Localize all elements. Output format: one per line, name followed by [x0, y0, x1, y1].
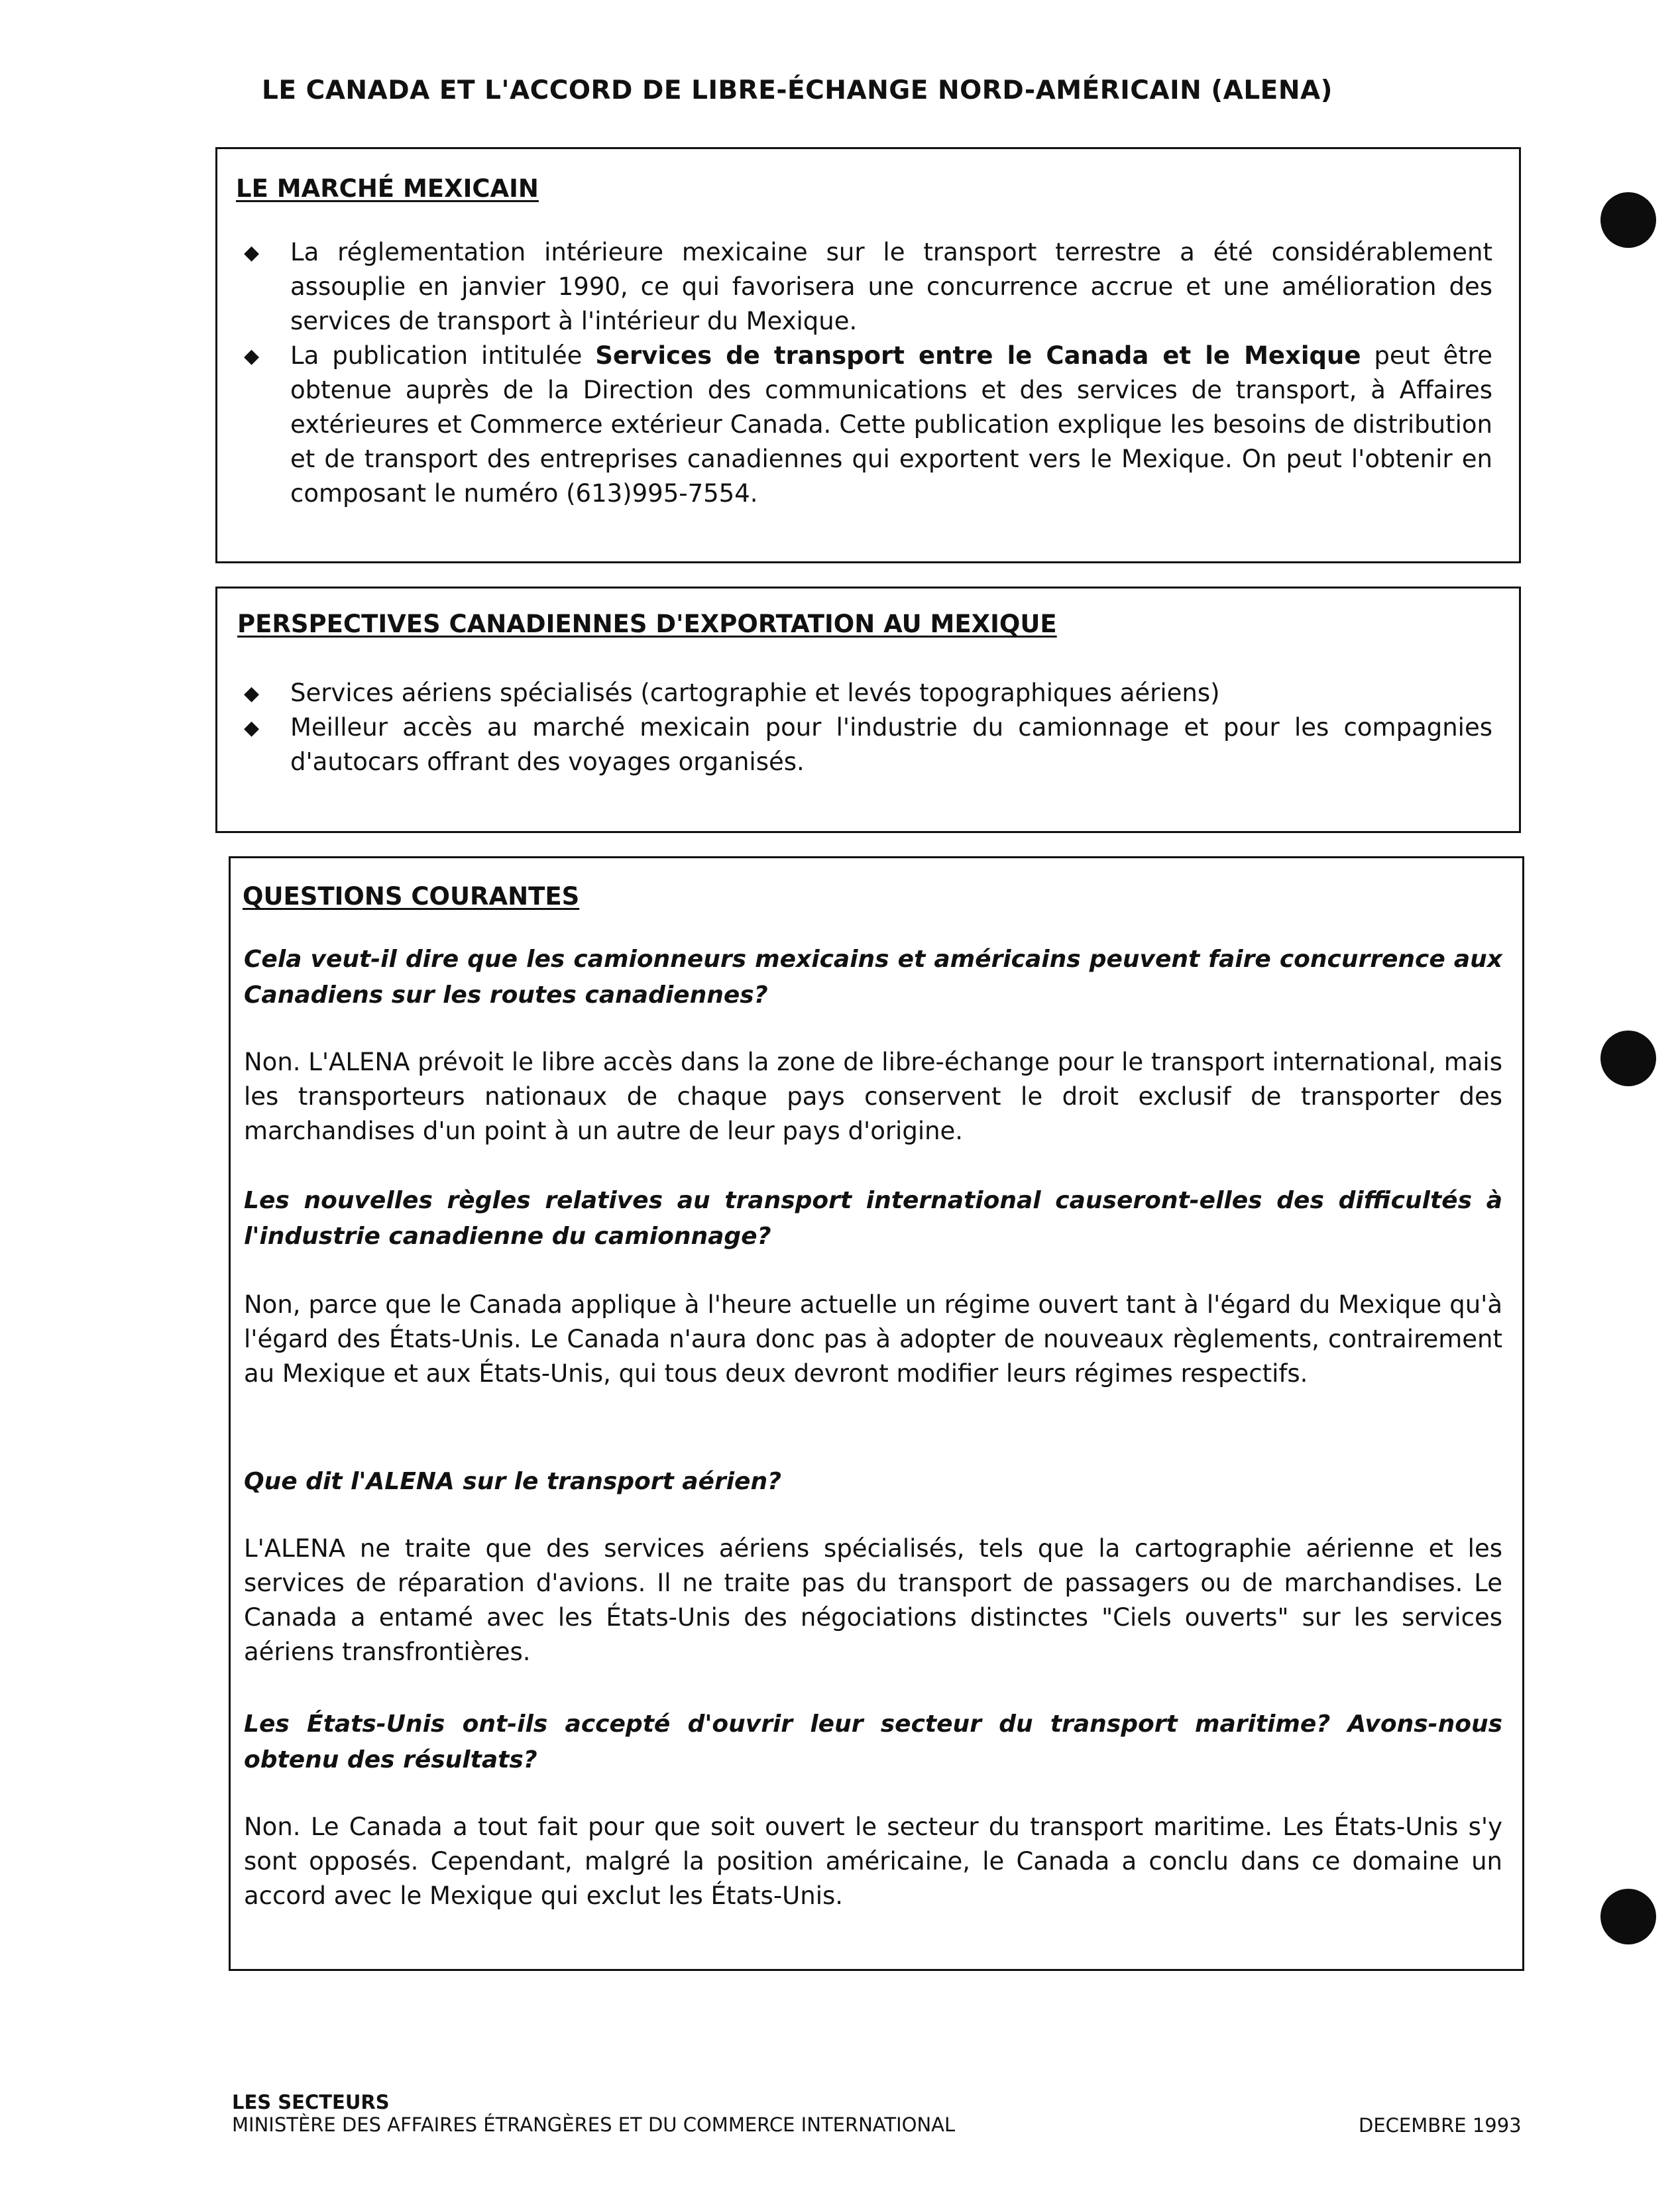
faq-box	[229, 856, 1524, 1971]
diamond-bullet-icon: ◆	[244, 345, 260, 368]
bullet-text-lead: La publication intitulée	[290, 341, 596, 370]
faq-question-2: Les nouvelles règles relatives au transport international causeront-elles des difficultés à l'industrie canadienne du camionnage?	[244, 1187, 1502, 1250]
diamond-bullet-icon: ◆	[244, 716, 260, 740]
export-outlook-heading: PERSPECTIVES CANADIENNES D'EXPORTATION AU MEXIQUE	[237, 610, 1057, 638]
bullet-text-rest: peut être obtenue auprès de la Direction des communications et des services de transport, à Affaires extérieures et Commerce extérieur Canada. Cette publication explique les besoins de distribution et de transport des entreprises canadiennes qui exportent vers le Mexique. On peut l'obtenir en composant le numéro (613)995-7554.	[290, 341, 1492, 508]
document-title: LE CANADA ET L'ACCORD DE LIBRE-ÉCHANGE NORD-AMÉRICAIN (ALENA)	[262, 76, 1333, 105]
mexican-market-bullet-2	[244, 339, 1492, 511]
faq-question-3: Que dit l'ALENA sur le transport aérien?	[244, 1468, 781, 1495]
footer-ministry: MINISTÈRE DES AFFAIRES ÉTRANGÈRES ET DU COMMERCE INTERNATIONAL	[232, 2113, 956, 2136]
faq-question-4: Les États-Unis ont-ils accepté d'ouvrir leur secteur du transport maritime? Avons-nous obtenu des résultats?	[244, 1710, 1502, 1773]
punch-hole-icon	[1600, 1889, 1656, 1944]
faq-answer-3: L'ALENA ne traite que des services aériens spécialisés, tels que la cartographie aérienne et les services de réparation d'avions. Il ne traite pas du transport de passagers ou de marchandises. Le Canada a entamé avec les États-Unis des négociations distinctes "Ciels ouverts" sur les services aériens transfrontières.	[244, 1534, 1502, 1666]
bullet-text: Services aériens spécialisés (cartographie et levés topographiques aériens)	[290, 679, 1220, 707]
footer-publisher	[232, 2091, 955, 2136]
diamond-bullet-icon: ◆	[244, 241, 260, 264]
faq-question-1: Cela veut-il dire que les camionneurs mexicains et américains peuvent faire concurrence aux Canadiens sur les routes canadiennes?	[244, 946, 1502, 1009]
mexican-market-heading: LE MARCHÉ MEXICAIN	[236, 174, 539, 203]
bullet-text: Meilleur accès au marché mexicain pour l'industrie du camionnage et pour les compagnies d'autocars offrant des voyages organisés.	[290, 713, 1492, 776]
bullet-text	[290, 339, 1492, 511]
punch-hole-icon	[1600, 1031, 1656, 1086]
diamond-bullet-icon: ◆	[244, 682, 260, 705]
faq-answer-4: Non. Le Canada a tout fait pour que soit ouvert le secteur du transport maritime. Les États-Unis s'y sont opposés. Cependant, malgré la position américaine, le Canada a conclu dans ce domaine un accord avec le Mexique qui exclut les États-Unis.	[244, 1813, 1502, 1910]
footer-series: LES SECTEURS	[232, 2091, 390, 2113]
punch-hole-icon	[1600, 192, 1656, 248]
publication-title: Services de transport entre le Canada et le Mexique	[595, 341, 1361, 370]
faq-answer-2: Non, parce que le Canada applique à l'heure actuelle un régime ouvert tant à l'égard du Mexique qu'à l'égard des États-Unis. Le Canada n'aura donc pas à adopter de nouveaux règlements, contrairement au Mexique et aux États-Unis, qui tous deux devront modifier leurs régimes respectifs.	[244, 1290, 1502, 1388]
faq-heading: QUESTIONS COURANTES	[243, 882, 580, 911]
faq-answer-1: Non. L'ALENA prévoit le libre accès dans la zone de libre-échange pour le transport international, mais les transporteurs nationaux de chaque pays conservent le droit exclusif de transporter des marchandises d'un point à un autre de leur pays d'origine.	[244, 1048, 1502, 1145]
mexican-market-bullet-1	[244, 235, 1492, 339]
footer-date: DECEMBRE 1993	[1359, 2114, 1522, 2137]
bullet-text: La réglementation intérieure mexicaine sur le transport terrestre a été considérablement assouplie en janvier 1990, ce qui favorisera une concurrence accrue et une amélioration des services de transport à l'intérieur du Mexique.	[290, 238, 1492, 335]
mexican-market-box	[215, 147, 1521, 563]
export-outlook-bullet-2	[244, 710, 1492, 779]
export-outlook-box	[215, 587, 1521, 833]
export-outlook-bullet-1	[244, 676, 1492, 710]
